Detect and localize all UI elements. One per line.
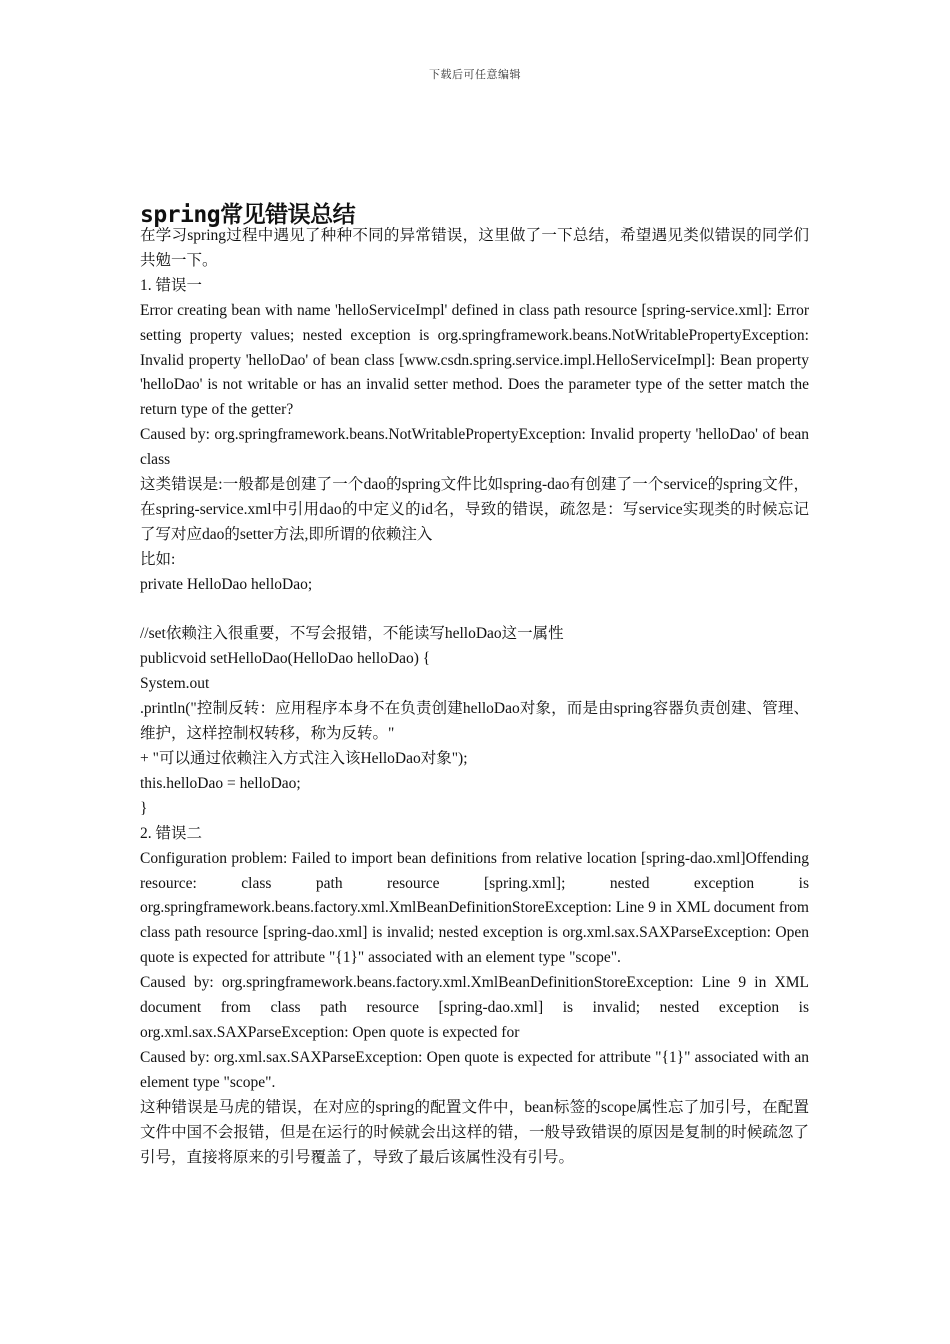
section-heading-1: 1. 错误一	[140, 276, 203, 294]
document-body	[140, 224, 809, 1170]
caused-by-1: Caused by: org.springframework.beans.NotWritablePropertyException: Invalid property 'helloDao' of bean class	[140, 426, 809, 469]
caused-by-2a: Caused by: org.springframework.beans.factory.xml.XmlBeanDefinitionStoreException: Line 9 in XML document from class path resource [spring-dao.xml] is invalid; nested exception is org.xml.sax.SAXParseException: Open quote is expected for	[140, 974, 809, 1041]
code-line: System.out	[140, 675, 210, 693]
document-title: spring常见错误总结	[140, 202, 356, 228]
section-heading-2: 2. 错误二	[140, 824, 203, 842]
code-line: }	[140, 799, 148, 817]
page-header: 下载后可任意编辑	[429, 69, 521, 81]
example-label: 比如:	[140, 550, 176, 568]
code-line: .println("控制反转：应用程序本身不在负责创建helloDao对象，而是由spring容器负责创建、管理、维护，这样控制权转移，称为反转。"	[140, 700, 809, 743]
explanation-2: 这种错误是马虎的错误，在对应的spring的配置文件中，bean标签的scope属性忘了加引号，在配置文件中国不会报错，但是在运行的时候就会出这样的错，一般导致错误的原因是复制的时候疏忽了引号，直接将原来的引号覆盖了，导致了最后该属性没有引号。	[140, 1098, 809, 1166]
caused-by-2b: Caused by: org.xml.sax.SAXParseException: Open quote is expected for attribute "{1}" associated with an element type "scope".	[140, 1048, 809, 1091]
error-message-1: Error creating bean with name 'helloServiceImpl' defined in class path resource [spring-service.xml]: Error setting property values; nested exception is org.springframework.beans.NotWritablePropertyException: Invalid property 'helloDao' of bean class [www.csdn.spring.service.impl.HelloServiceImpl]: Bean property 'helloDao' is not writable or has an invalid setter method. Does the parameter type of the setter match the return type of the getter?	[140, 301, 809, 419]
code-line: this.helloDao = helloDao;	[140, 774, 301, 792]
explanation-1: 这类错误是:一般都是创建了一个dao的spring文件比如spring-dao有创建了一个service的spring文件，在spring-service.xml中引用dao的中定义的id名，导致的错误，疏忽是：写service实现类的时候忘记了写对应dao的setter方法,即所谓的依赖注入	[140, 476, 809, 543]
code-line: + "可以通过依赖注入方式注入该HelloDao对象");	[140, 750, 468, 768]
code-line: publicvoid setHelloDao(HelloDao helloDao) {	[140, 650, 431, 668]
error-message-2: Configuration problem: Failed to import bean definitions from relative location [spring-dao.xml]Offending resource: class path resource [spring.xml]; nested exception is org.springframework.beans.factory.xml.XmlBeanDefinitionStoreException: Line 9 in XML document from class path resource [spring-dao.xml] is invalid; nested exception is org.xml.sax.SAXParseException: Open quote is expected for attribute "{1}" associated with an element type "scope".	[140, 849, 809, 967]
intro-paragraph: 在学习spring过程中遇见了种种不同的异常错误，这里做了一下总结，希望遇见类似错误的同学们共勉一下。	[140, 227, 809, 269]
code-line: private HelloDao helloDao;	[140, 575, 313, 593]
code-comment: //set依赖注入很重要，不写会报错，不能读写helloDao这一属性	[140, 625, 564, 643]
blank-line	[140, 598, 809, 623]
